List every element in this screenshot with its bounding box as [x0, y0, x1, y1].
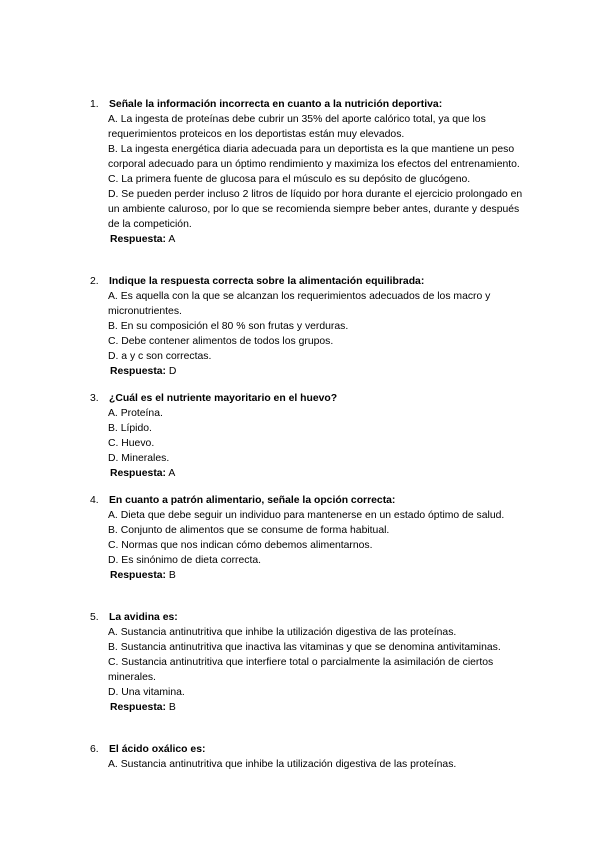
question-title: Señale la información incorrecta en cuanto a la nutrición deportiva: — [109, 99, 443, 110]
option-d: D. Minerales. — [108, 453, 170, 464]
question-number: 5. — [90, 612, 99, 623]
question-4 — [90, 493, 530, 583]
option-c: C. Huevo. — [108, 438, 155, 449]
question-6 — [90, 742, 530, 772]
question-3 — [90, 391, 530, 481]
question-title: En cuanto a patrón alimentario, señale la opción correcta: — [109, 495, 396, 506]
option-a: A. La ingesta de proteínas debe cubrir un 35% del aporte calórico total, ya que los requerimientos proteicos en los deportistas están muy elevados. — [108, 114, 486, 140]
question-number: 3. — [90, 393, 99, 404]
option-a: A. Sustancia antinutritiva que inhibe la utilización digestiva de las proteínas. — [108, 627, 457, 638]
answer-value: A — [166, 234, 176, 245]
option-c: C. La primera fuente de glucosa para el músculo es su depósito de glucógeno. — [108, 174, 471, 185]
question-number: 4. — [90, 495, 99, 506]
option-c: C. Normas que nos indican cómo debemos alimentarnos. — [108, 540, 373, 551]
question-title: El ácido oxálico es: — [109, 744, 206, 755]
question-title: Indique la respuesta correcta sobre la alimentación equilibrada: — [109, 276, 425, 287]
answer-label: Respuesta: — [110, 570, 167, 581]
option-a: A. Es aquella con la que se alcanzan los requerimientos adecuados de los macro y micronutrientes. — [108, 291, 491, 317]
question-title: La avidina es: — [109, 612, 178, 623]
answer-line — [110, 466, 530, 481]
option-b: B. Lípido. — [108, 423, 152, 434]
question-1 — [90, 97, 530, 247]
answer-label: Respuesta: — [110, 702, 167, 713]
answer-line — [110, 232, 530, 247]
answer-value: D — [166, 366, 177, 377]
answer-label: Respuesta: — [110, 234, 167, 245]
option-a: A. Proteína. — [108, 408, 163, 419]
answer-value: B — [166, 702, 176, 713]
answer-line — [110, 568, 530, 583]
question-number: 1. — [90, 99, 99, 110]
option-a: A. Dieta que debe seguir un individuo para mantenerse en un estado óptimo de salud. — [108, 510, 505, 521]
question-number: 2. — [90, 276, 99, 287]
option-b: B. Sustancia antinutritiva que inactiva las vitaminas y que se denomina antivitaminas. — [108, 642, 501, 653]
option-b: B. En su composición el 80 % son frutas y verduras. — [108, 321, 349, 332]
option-b: B. La ingesta energética diaria adecuada para un deportista es la que mantiene un peso corporal adecuado para un óptimo rendimiento y maximiza los efectos del entrenamiento. — [108, 144, 520, 170]
answer-label: Respuesta: — [110, 468, 167, 479]
option-d: D. Una vitamina. — [108, 687, 185, 698]
question-number: 6. — [90, 744, 99, 755]
option-d: D. Se pueden perder incluso 2 litros de líquido por hora durante el ejercicio prolongado en un ambiente caluroso, por lo que se recomienda siempre beber antes, durante y después de la competición. — [108, 189, 523, 230]
option-a: A. Sustancia antinutritiva que inhibe la utilización digestiva de las proteínas. — [108, 759, 457, 770]
answer-line — [110, 700, 530, 715]
answer-line — [110, 364, 530, 379]
answer-label: Respuesta: — [110, 366, 167, 377]
option-d: D. Es sinónimo de dieta correcta. — [108, 555, 262, 566]
question-5 — [90, 610, 530, 715]
answer-value: B — [166, 570, 176, 581]
option-d: D. a y c son correctas. — [108, 351, 212, 362]
question-title: ¿Cuál es el nutriente mayoritario en el huevo? — [109, 393, 338, 404]
option-b: B. Conjunto de alimentos que se consume de forma habitual. — [108, 525, 390, 536]
option-c: C. Debe contener alimentos de todos los grupos. — [108, 336, 334, 347]
option-c: C. Sustancia antinutritiva que interfiere total o parcialmente la asimilación de ciertos minerales. — [108, 657, 494, 683]
answer-value: A — [166, 468, 176, 479]
question-2 — [90, 274, 530, 379]
